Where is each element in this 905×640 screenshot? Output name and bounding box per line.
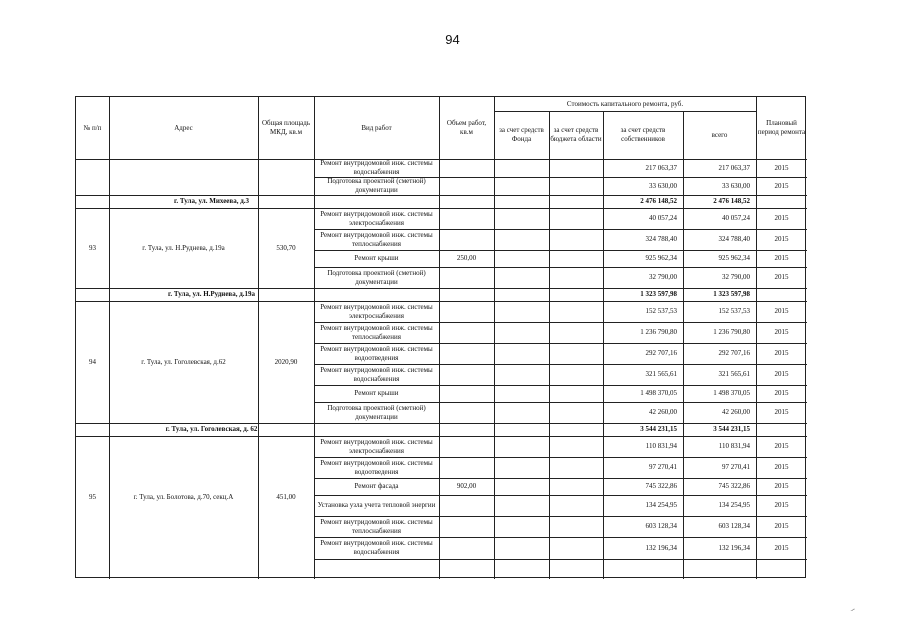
header-total: всего — [711, 130, 728, 139]
work-volume: 902,00 — [456, 482, 477, 490]
cost-total: 33 630,00 — [722, 181, 750, 190]
header-own: за счет средств собственников — [620, 126, 666, 143]
header-work: Вид работ — [361, 123, 392, 132]
cost-own: 321 565,61 — [645, 370, 677, 378]
cost-own: 152 537,53 — [645, 307, 677, 315]
row-rule — [314, 559, 807, 560]
house-number: 95 — [89, 493, 96, 501]
cost-total: 134 254,95 — [718, 501, 750, 509]
cost-own: 745 322,86 — [645, 482, 677, 490]
header-cost: Стоимость капитального ремонта, руб. — [566, 99, 684, 108]
repair-period: 2015 — [774, 349, 789, 357]
work-type: Ремонт внутридомовой инж. системы электроснабжения — [320, 302, 433, 320]
cost-own: 292 707,16 — [645, 349, 677, 357]
cost-own: 32 790,00 — [649, 273, 677, 281]
header-fund: за счет средств Фонда — [499, 126, 544, 143]
cost-total: 97 270,41 — [722, 463, 750, 471]
subtotal-own: 1 323 597,98 — [640, 290, 677, 298]
cost-total: 42 260,00 — [722, 408, 750, 416]
column-rule — [494, 97, 495, 579]
work-type: Ремонт внутридомовой инж. системы теплоснабжения — [320, 517, 433, 535]
cost-total: 1 498 370,05 — [713, 389, 750, 397]
cost-own: 603 128,34 — [645, 522, 677, 530]
cost-own: 42 260,00 — [649, 408, 677, 416]
cost-total: 603 128,34 — [718, 522, 750, 530]
repair-period: 2015 — [774, 163, 789, 172]
cost-total: 110 831,94 — [718, 442, 750, 450]
cost-total: 925 962,34 — [718, 254, 750, 262]
row-rule — [76, 159, 807, 160]
work-type: Подготовка проектной (сметной) документации — [327, 268, 426, 286]
cost-own: 925 962,34 — [645, 254, 677, 262]
repair-period: 2015 — [774, 543, 789, 552]
row-rule — [494, 111, 756, 112]
work-type: Ремонт внутридомовой инж. системы водоснабжения — [320, 539, 433, 556]
subtotal-own: 3 544 231,15 — [640, 425, 677, 433]
work-type: Ремонт внутридомовой инж. системы теплоснабжения — [320, 230, 433, 248]
repair-period: 2015 — [774, 408, 789, 416]
work-type: Подготовка проектной (сметной) документации — [327, 177, 426, 194]
work-volume: 250,00 — [456, 254, 477, 262]
column-rule — [549, 111, 550, 579]
cost-own: 324 788,40 — [645, 235, 677, 243]
house-address: г. Тула, ул. Гоголевская, д.62 — [141, 357, 226, 366]
subtotal-total: 1 323 597,98 — [713, 290, 750, 298]
house-address: г. Тула, ул. Н.Руднева, д.19а — [142, 243, 225, 252]
house-area: 451,00 — [276, 493, 296, 501]
repair-period: 2015 — [774, 522, 789, 530]
cost-total: 152 537,53 — [718, 307, 750, 315]
header-volume: Объем работ, кв.м — [446, 119, 487, 136]
subtotal-address: г. Тула, ул. Михеева, д.3 — [174, 197, 249, 205]
repair-period: 2015 — [774, 482, 789, 490]
repair-period: 2015 — [774, 254, 789, 262]
cost-total: 1 236 790,80 — [713, 328, 750, 336]
house-number: 94 — [89, 357, 96, 366]
cost-total: 292 707,16 — [718, 349, 750, 357]
cost-own: 97 270,41 — [649, 463, 677, 471]
subtotal-total: 3 544 231,15 — [713, 425, 750, 433]
work-type: Ремонт внутридомовой инж. системы водоотведения — [320, 458, 433, 476]
cost-own: 134 254,95 — [645, 501, 677, 509]
work-type: Ремонт крыши — [354, 254, 399, 262]
repair-period: 2015 — [774, 328, 789, 336]
repair-period: 2015 — [774, 442, 789, 450]
cost-own: 1 236 790,80 — [640, 328, 677, 336]
subtotal-own: 2 476 148,52 — [640, 197, 677, 205]
capital-repair-table — [75, 96, 806, 578]
page-number: 94 — [445, 32, 460, 47]
work-type: Ремонт внутридомовой инж. системы электроснабжения — [320, 437, 433, 455]
work-type: Ремонт внутридомовой инж. системы водоснабжения — [320, 365, 433, 383]
work-type: Ремонт внутридомовой инж. системы электроснабжения — [320, 209, 433, 227]
cost-own: 132 196,34 — [645, 543, 677, 552]
header-area: Общая площадь МКД, кв.м — [261, 119, 311, 136]
repair-period: 2015 — [774, 307, 789, 315]
cost-total: 32 790,00 — [722, 273, 750, 281]
repair-period: 2015 — [774, 501, 789, 509]
repair-period: 2015 — [774, 181, 789, 190]
column-rule — [439, 97, 440, 579]
header-period: Плановый период ремонта — [757, 119, 806, 136]
repair-period: 2015 — [774, 235, 789, 243]
cost-own: 33 630,00 — [649, 181, 677, 190]
house-address: г. Тула, ул. Болотова, д.70, секц.А — [133, 493, 234, 501]
work-type: Установка узла учета тепловой энергии — [317, 501, 436, 509]
cost-total: 217 063,37 — [718, 163, 750, 172]
repair-period: 2015 — [774, 214, 789, 222]
header-num: № п/п — [83, 123, 102, 132]
repair-period: 2015 — [774, 389, 789, 397]
corner-mark: ∽ — [848, 605, 858, 615]
repair-period: 2015 — [774, 370, 789, 378]
house-number: 93 — [89, 243, 96, 252]
repair-period: 2015 — [774, 273, 789, 281]
work-type: Ремонт внутридомовой инж. системы водоснабжения — [320, 159, 433, 176]
cost-own: 40 057,24 — [649, 214, 677, 222]
subtotal-address: г. Тула, ул. Гоголевская, д. 62 — [165, 425, 258, 433]
subtotal-total: 2 476 148,52 — [713, 197, 750, 205]
house-area: 2020,90 — [274, 357, 298, 366]
cost-total: 40 057,24 — [722, 214, 750, 222]
header-address: Адрес — [174, 123, 193, 132]
subtotal-address: г. Тула, ул. Н.Руднева, д.19а — [168, 290, 255, 298]
work-type: Ремонт фасада — [354, 482, 399, 490]
work-type: Ремонт крыши — [354, 389, 399, 397]
work-type: Ремонт внутридомовой инж. системы водоотведения — [320, 344, 433, 362]
house-area: 530,70 — [276, 243, 296, 252]
cost-own: 110 831,94 — [645, 442, 677, 450]
cost-own: 217 063,37 — [645, 163, 677, 172]
cost-total: 132 196,34 — [718, 543, 750, 552]
work-type: Ремонт внутридомовой инж. системы теплоснабжения — [320, 323, 433, 341]
header-budget: за счет средств бюджета области — [550, 126, 602, 143]
cost-total: 324 788,40 — [718, 235, 750, 243]
repair-period: 2015 — [774, 463, 789, 471]
work-type: Подготовка проектной (сметной) документации — [327, 403, 426, 421]
cost-total: 321 565,61 — [718, 370, 750, 378]
cost-own: 1 498 370,05 — [640, 389, 677, 397]
cost-total: 745 322,86 — [718, 482, 750, 490]
